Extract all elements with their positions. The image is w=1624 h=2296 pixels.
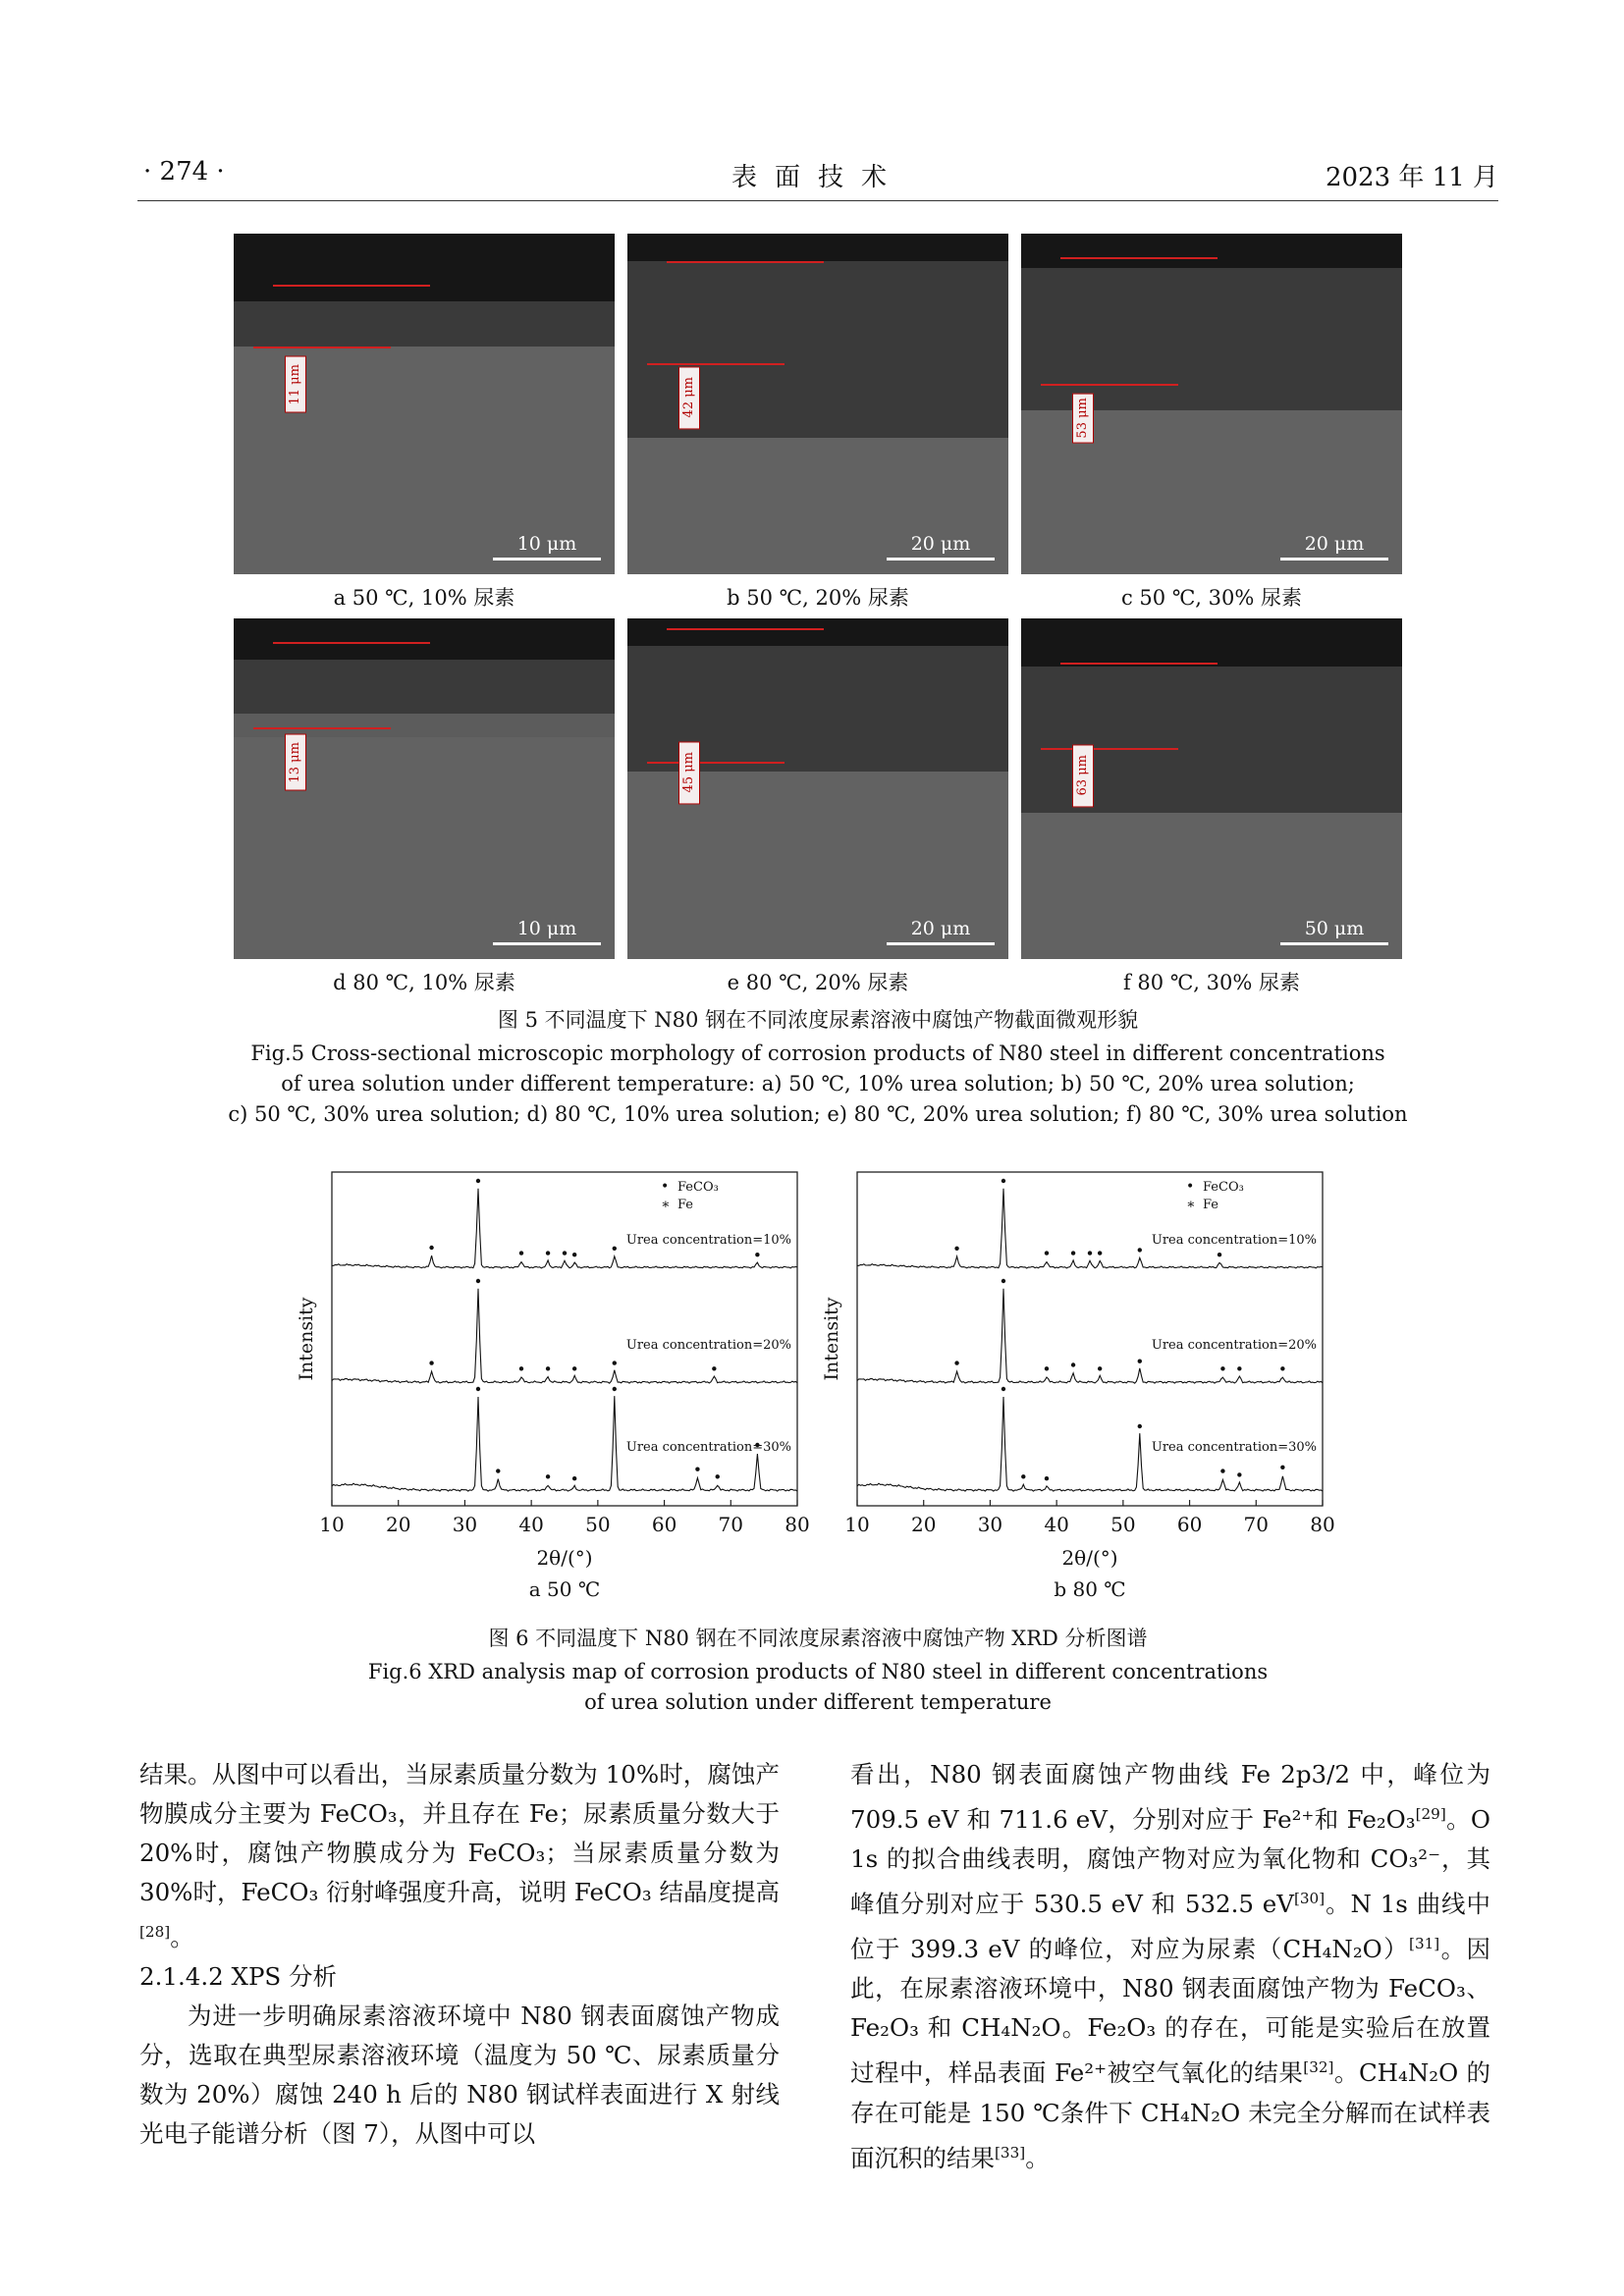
legend-marker: • [1186,1179,1195,1195]
peak-marker [476,1179,480,1183]
legend-marker: ∗ [661,1197,671,1212]
peak-marker [1021,1474,1025,1478]
scale-bar: 20 μm [1280,533,1388,561]
legend-marker: • [661,1179,670,1195]
peak-marker [954,1247,958,1251]
peak-marker [519,1251,523,1255]
peak-marker [613,1361,617,1364]
sem-panel-b [627,234,1008,574]
sem-panel-label-f: f 80 ℃, 30% 尿素 [1122,971,1301,994]
fig6-caption-cn: 图 6 不同温度下 N80 钢在不同浓度尿素溶液中腐蚀产物 XRD 分析图谱 [488,1627,1148,1650]
left-column [139,1755,780,2154]
thickness-label: 53 μm [1072,394,1094,444]
right-paragraph: 看出，N80 钢表面腐蚀产物曲线 Fe 2p3/2 中，峰位为 709.5 eV 和 711.6 eV，分别对应于 Fe²⁺和 Fe₂O₃[29]。O 1s 的拟合曲线表明，腐蚀产物对应为氧化物和 CO₃²⁻，其峰值分别对应于 530.5 eV 和 532.5 eV[30]。N 1s 曲线中位于 399.3 eV 的峰位，对应为尿素（CH₄N₂O）[31]。因此，在尿素溶液环境中，N80 钢表面腐蚀产物为 FeCO₃、Fe₂O₃ 和 CH₄N₂O。Fe₂O₃ 的存在，可能是实验后在放置过程中，样品表面 Fe²⁺被空气氧化的结果[32]。CH₄N₂O 的存在可能是 150 ℃条件下 CH₄N₂O 未完全分解而在试样表面沉积的结果[33]。 [850,1760,1491,2172]
peak-marker [1237,1472,1241,1476]
x-tick-label: 20 [385,1513,411,1536]
peak-marker [1280,1366,1284,1370]
thickness-line-top [1060,257,1218,259]
peak-marker [695,1468,699,1471]
page-number: · 274 · [143,157,225,187]
peak-marker [563,1251,567,1255]
fig5-caption-cn: 图 5 不同温度下 N80 钢在不同浓度尿素溶液中腐蚀产物截面微观形貌 [497,1008,1139,1032]
peak-marker [1071,1362,1075,1366]
section-heading-2-1-4-2: 2.1.4.2 XPS 分析 [139,1962,338,1992]
x-axis-label: 2θ/(°) [1061,1546,1118,1570]
right-column [850,1755,1490,2178]
peak-marker [712,1366,716,1370]
scale-bar: 10 μm [493,533,601,561]
thickness-line-top [1060,663,1218,665]
thickness-line-top [667,261,824,263]
x-tick-label: 40 [518,1513,544,1536]
x-tick-label: 80 [1310,1513,1335,1536]
x-tick-label: 50 [585,1513,611,1536]
thickness-label: 45 μm [678,741,700,804]
peak-marker [572,1253,576,1256]
peak-marker [1138,1248,1142,1252]
thickness-line-bottom [647,363,785,365]
chart-subtitle: b 80 ℃ [1054,1577,1126,1601]
peak-marker [1237,1366,1241,1370]
thickness-label: 42 μm [678,366,700,429]
fig5-caption-en-3: c) 50 ℃, 30% urea solution; d) 80 ℃, 10% urea solution; e) 80 ℃, 20% urea solution; f) 80 ℃, 30% urea solution [228,1102,1408,1126]
series-label: Urea concentration=20% [1151,1338,1317,1353]
sem-panel-label-a: a 50 ℃, 10% 尿素 [333,586,515,610]
thickness-line-bottom [1041,748,1178,750]
sem-panel-a [234,234,615,574]
thickness-line-bottom [253,347,391,348]
sem-panel-label-e: e 80 ℃, 20% 尿素 [727,971,909,994]
peak-marker [1045,1366,1049,1370]
sem-panel-label-c: c 50 ℃, 30% 尿素 [1120,586,1303,610]
peak-marker [496,1468,500,1472]
x-tick-label: 60 [1176,1513,1203,1536]
peak-marker [613,1387,617,1391]
scale-bar: 20 μm [887,533,995,561]
xrd-chart-80C [821,1166,1340,1628]
peak-marker [572,1476,576,1480]
x-axis-label: 2θ/(°) [536,1546,593,1570]
peak-marker [546,1366,550,1370]
xrd-series-line [857,1189,1323,1268]
peak-marker [519,1366,523,1370]
x-tick-label: 30 [977,1513,1003,1536]
peak-marker [716,1474,720,1478]
fig6-caption-en-1: Fig.6 XRD analysis map of corrosion products of N80 steel in different concentrations [367,1660,1269,1683]
left-paragraph-1: 结果。从图中可以看出，当尿素质量分数为 10%时，腐蚀产物膜成分主要为 FeCO₃，并且存在 Fe；尿素质量分数大于 20%时，腐蚀产物膜成分为 FeCO₃；当尿素质量分数为 30%时，FeCO₃ 衍射峰强度升高，说明 FeCO₃ 结晶度提高[28]。 [139,1760,780,1952]
peak-marker [476,1279,480,1283]
peak-marker [1045,1251,1049,1255]
peak-marker [1220,1468,1224,1472]
peak-marker [546,1474,550,1478]
series-label: Urea concentration=20% [625,1338,791,1353]
thickness-line-top [273,285,430,287]
legend-entry: FeCO₃ [1203,1180,1244,1195]
peak-marker [429,1246,433,1250]
series-label: Urea concentration=10% [625,1233,791,1248]
peak-marker [954,1361,958,1364]
peak-marker [1001,1279,1005,1283]
x-tick-label: 30 [452,1513,478,1536]
peak-marker [613,1247,617,1251]
peak-marker [755,1253,759,1256]
fig6-caption-en-2: of urea solution under different temperature [584,1690,1052,1714]
issue-date: 2023 年 11 月 [1325,163,1498,192]
peak-marker [1045,1476,1049,1480]
thickness-line-bottom [253,727,391,729]
y-axis-label: Intensity [296,1297,317,1381]
peak-marker [1218,1253,1221,1256]
peak-marker [1001,1387,1005,1391]
x-tick-label: 50 [1110,1513,1136,1536]
peak-marker [546,1251,550,1255]
legend-entry: Fe [677,1198,694,1212]
series-label: Urea concentration=30% [1151,1440,1317,1455]
thickness-line-top [273,642,430,644]
running-header [137,157,1498,201]
journal-title: 表面技术 [731,163,904,192]
legend-entry: FeCO₃ [677,1180,719,1195]
peak-marker [429,1361,433,1364]
x-tick-label: 60 [651,1513,677,1536]
scale-bar: 50 μm [1280,918,1388,945]
peak-marker [1138,1424,1142,1428]
sem-panel-c [1021,234,1402,574]
peak-marker [1088,1251,1092,1255]
thickness-line-top [667,628,824,630]
xrd-chart-svg-50C [296,1166,815,1628]
sem-panel-e [627,618,1008,959]
peak-marker [1138,1360,1142,1363]
peak-marker [1098,1251,1102,1255]
series-label: Urea concentration=10% [1151,1233,1317,1248]
chart-subtitle: a 50 ℃ [528,1577,601,1601]
x-tick-label: 70 [1243,1513,1270,1536]
scale-bar: 20 μm [887,918,995,945]
fig5-caption-en-1: Fig.5 Cross-sectional microscopic morphology of corrosion products of N80 steel in different concentrations [250,1041,1385,1065]
sem-panel-label-d: d 80 ℃, 10% 尿素 [333,971,515,994]
left-paragraph-2: 为进一步明确尿素溶液环境中 N80 钢表面腐蚀产物成分，选取在典型尿素溶液环境（温度为 50 ℃、尿素质量分数为 20%）腐蚀 240 h 后的 N80 钢试样表面进行 X 射线光电子能谱分析（图 7），从图中可以 [139,2002,780,2149]
x-tick-label: 80 [785,1513,810,1536]
thickness-line-bottom [647,762,785,764]
xrd-chart-50C [296,1166,815,1628]
sem-panel-d [234,618,615,959]
y-axis-label: Intensity [821,1297,842,1381]
peak-marker [1220,1366,1224,1370]
peak-marker [1071,1251,1075,1255]
peak-marker [476,1387,480,1391]
x-tick-label: 40 [1044,1513,1069,1536]
peak-marker [1280,1466,1284,1469]
xrd-series-line [857,1289,1323,1383]
fig5-caption-en-2: of urea solution under different temperature: a) 50 ℃, 10% urea solution; b) 50 ℃, 20% urea solution; [281,1072,1355,1095]
x-tick-label: 20 [910,1513,937,1536]
sem-panel-label-b: b 50 ℃, 20% 尿素 [727,586,909,610]
xrd-chart-svg-80C [821,1166,1340,1628]
xrd-series-line [332,1289,797,1383]
thickness-line-bottom [1041,384,1178,386]
thickness-label: 13 μm [285,734,306,791]
scale-bar: 10 μm [493,918,601,945]
legend-entry: Fe [1203,1198,1219,1212]
peak-marker [1001,1179,1005,1183]
legend-marker: ∗ [1186,1197,1196,1212]
x-tick-label: 10 [844,1513,870,1536]
xrd-series-line [332,1189,797,1268]
thickness-label: 11 μm [285,356,306,413]
peak-marker [1098,1366,1102,1370]
series-label: Urea concentration=30% [625,1440,791,1455]
sem-panel-f [1021,618,1402,959]
x-tick-label: 70 [718,1513,744,1536]
x-tick-label: 10 [319,1513,345,1536]
peak-marker [572,1366,576,1370]
thickness-label: 63 μm [1072,744,1094,807]
